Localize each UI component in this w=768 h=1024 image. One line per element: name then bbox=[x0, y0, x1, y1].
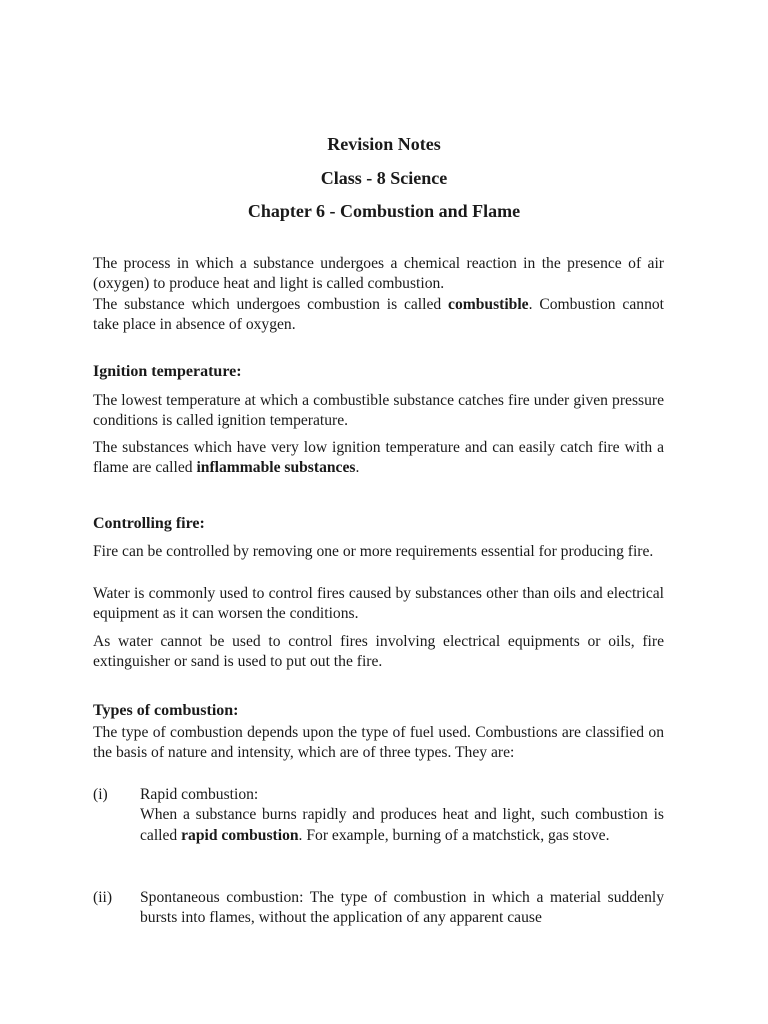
controlling-paragraph-1: Fire can be controlled by removing one or more requirements essential for producing fire. bbox=[93, 543, 654, 560]
list-body bbox=[140, 785, 664, 846]
ignition-p2-text: The substances which have very low ignition temperature and can easily catch fire with a flame are called bbox=[93, 439, 664, 477]
intro-paragraph-2 bbox=[93, 295, 664, 336]
ignition-paragraph-1: The lowest temperature at which a combustible substance catches fire under given pressure conditions is called ignition temperature. bbox=[93, 392, 664, 430]
combustible-term: combustible bbox=[448, 296, 529, 313]
types-paragraph-1: The type of combustion depends upon the type of fuel used. Combustions are classified on the basis of nature and intensity, which are of three types. They are: bbox=[93, 724, 664, 762]
intro-p2-text: The substance which undergoes combustion is called bbox=[93, 296, 449, 313]
list-item-rapid bbox=[93, 785, 664, 846]
list-item-spontaneous bbox=[93, 888, 664, 929]
class-line: Class - 8 Science bbox=[320, 168, 448, 188]
ignition-paragraph-2 bbox=[93, 438, 664, 479]
list-item-title: Rapid combustion: bbox=[140, 786, 259, 803]
controlling-paragraph-3: As water cannot be used to control fires involving electrical equipments or oils, fire extinguisher or sand is used to put out the fire. bbox=[93, 633, 664, 671]
list-number: (ii) bbox=[93, 889, 113, 906]
ignition-p2-text-end: . bbox=[355, 459, 360, 477]
intro-paragraph-1: The process in which a substance undergoes a chemical reaction in the presence of air (oxygen) to produce heat and light is called combustion. bbox=[93, 255, 664, 293]
ignition-heading: Ignition temperature: bbox=[93, 363, 242, 380]
inflammable-term: inflammable substances bbox=[196, 459, 356, 477]
controlling-heading: Controlling fire: bbox=[93, 515, 205, 532]
rapid-combustion-term: rapid combustion bbox=[181, 826, 299, 844]
chapter-title: Chapter 6 - Combustion and Flame bbox=[247, 201, 521, 221]
controlling-paragraph-2: Water is commonly used to control fires caused by substances other than oils and electrical equipment as it can worsen the conditions. bbox=[93, 585, 664, 623]
list-body: Spontaneous combustion: The type of combustion in which a material suddenly bursts into flames, without the application of any apparent cause bbox=[140, 889, 664, 927]
list-item-text: When a substance burns rapidly and produces heat and light, such combustion is called bbox=[140, 806, 664, 844]
list-item-text-end: . For example, burning of a matchstick, gas stove. bbox=[298, 826, 610, 844]
doc-title: Revision Notes bbox=[327, 134, 441, 154]
types-heading: Types of combustion: bbox=[93, 702, 239, 719]
intro-p2-text-end: . Combustion cannot take place in absence of oxygen. bbox=[93, 296, 664, 334]
list-number: (i) bbox=[93, 786, 108, 803]
